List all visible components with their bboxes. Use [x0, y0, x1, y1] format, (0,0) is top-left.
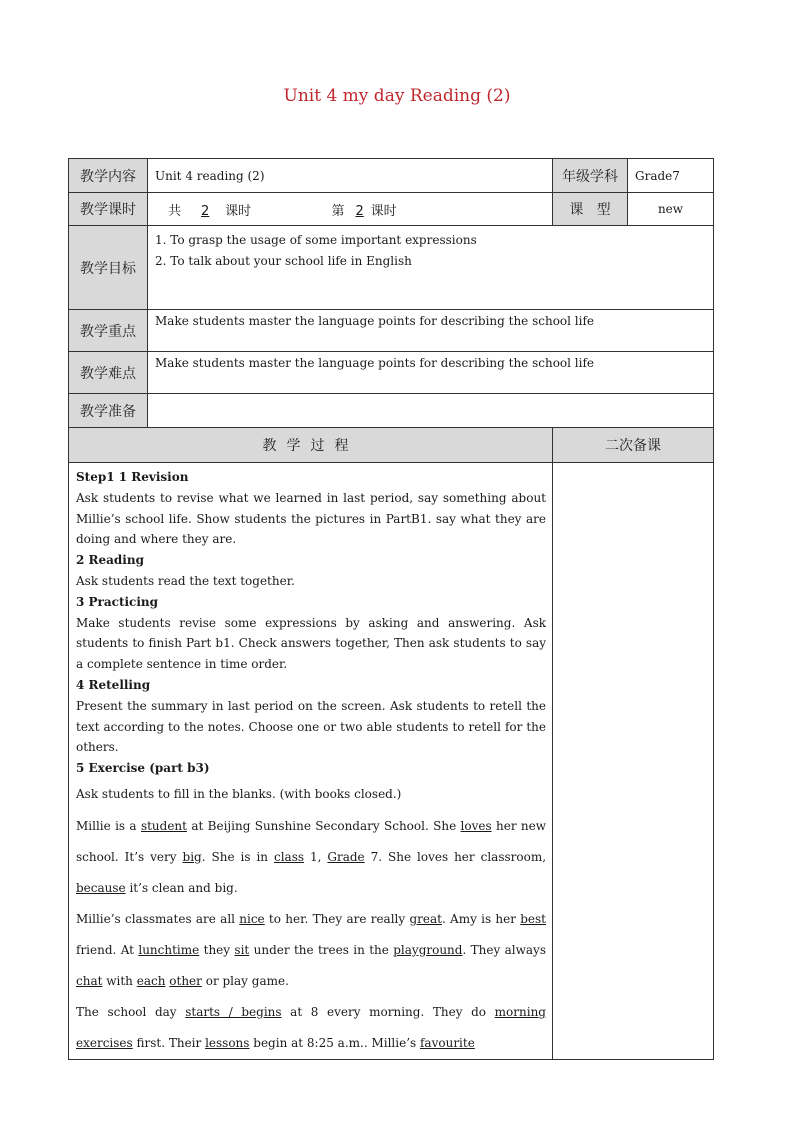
blank-answer: class [273, 849, 305, 864]
fill-paragraph-1: Millie is a student at Beijing Sunshine Secondary School. She loves her new school. It’s very big. She is in class 1, Grade 7. She loves her classroom, because it’s clean and big. [76, 818, 547, 895]
exercise-intro: Ask students to fill in the blanks. (with books closed.) [76, 786, 402, 801]
current-hour: 2 [355, 203, 364, 219]
blank-answer: great [409, 911, 442, 926]
grade-label: 年级学科 [553, 159, 628, 193]
blank-answer: playground [393, 942, 463, 957]
grade-value: Grade7 [628, 159, 714, 193]
retelling-title: 4 Retelling [76, 677, 151, 692]
practicing-title: 3 Practicing [76, 594, 159, 609]
blank-answer: each [136, 973, 166, 988]
blank-answer: student [140, 818, 187, 833]
prep-value [148, 394, 714, 428]
content-value: Unit 4 reading (2) [148, 159, 553, 193]
fill-paragraph-3: The school day starts / begins at 8 every morning. They do morning exercises first. Their lessons begin at 8:25 a.m.. Millie’s favourite [76, 1004, 546, 1050]
notes-header: 二次备课 [553, 428, 714, 463]
step1-title: Step1 1 Revision [76, 470, 189, 484]
difficulty-label: 教学难点 [69, 352, 148, 394]
focus-value: Make students master the language points for describing the school life [148, 310, 714, 352]
blank-answer: sit [234, 942, 250, 957]
lesson-plan-table [68, 158, 714, 1060]
practicing-text: Make students revise some expressions by asking and answering. Ask students to finish Part b1. Check answers together, Then ask students to say a complete sentence in time order. [76, 615, 546, 672]
content-label: 教学内容 [69, 159, 148, 193]
blank-answer: because [76, 880, 126, 895]
process-header: 教学过程 [69, 428, 553, 463]
process-body [69, 463, 553, 1060]
blank-answer: big [182, 849, 202, 864]
blank-answer: lunchtime [138, 942, 200, 957]
goal-value [148, 226, 714, 310]
reading-title: 2 Reading [76, 553, 144, 568]
hours-label: 教学课时 [69, 193, 148, 226]
fill-paragraph-2: Millie’s classmates are all nice to her. They are really great. Amy is her best friend. At lunchtime they sit under the trees in the playground. They always chat with each other or play game. [76, 911, 546, 988]
blank-answer: Grade [327, 849, 365, 864]
blank-answer: other [169, 973, 202, 988]
page-title: Unit 4 my day Reading (2) [283, 86, 511, 106]
blank-answer: chat [76, 973, 103, 988]
reading-text: Ask students read the text together. [76, 573, 295, 588]
hours-value: 共 2 课时 第 2 课时 [148, 193, 553, 226]
goal-2: 2. To talk about your school life in English [155, 254, 412, 268]
blank-answer: favourite [419, 1035, 475, 1050]
revision-text: Ask students to revise what we learned in last period, say something about Millie’s school life. Show students the pictures in PartB1. say what they are doing and where they are. [76, 490, 546, 547]
retelling-text: Present the summary in last period on the screen. Ask students to retell the text according to the notes. Choose one or two able students to retell for the others. [76, 698, 546, 755]
focus-label: 教学重点 [69, 310, 148, 352]
blank-answer: best [520, 911, 546, 926]
goal-1: 1. To grasp the usage of some important expressions [155, 233, 477, 247]
blank-answer: starts / begins [185, 1004, 282, 1019]
blank-answer: morning exercises [76, 1004, 546, 1050]
difficulty-value: Make students master the language points for describing the school life [148, 352, 714, 394]
blank-answer: lessons [205, 1035, 250, 1050]
type-label: 课 型 [553, 193, 628, 226]
total-hours: 2 [201, 203, 210, 219]
notes-body [553, 463, 714, 1060]
prep-label: 教学准备 [69, 394, 148, 428]
goal-label: 教学目标 [69, 226, 148, 310]
type-value: new [628, 193, 714, 226]
blank-answer: loves [460, 818, 492, 833]
blank-answer: nice [239, 911, 265, 926]
exercise-title: 5 Exercise (part b3) [76, 761, 210, 776]
